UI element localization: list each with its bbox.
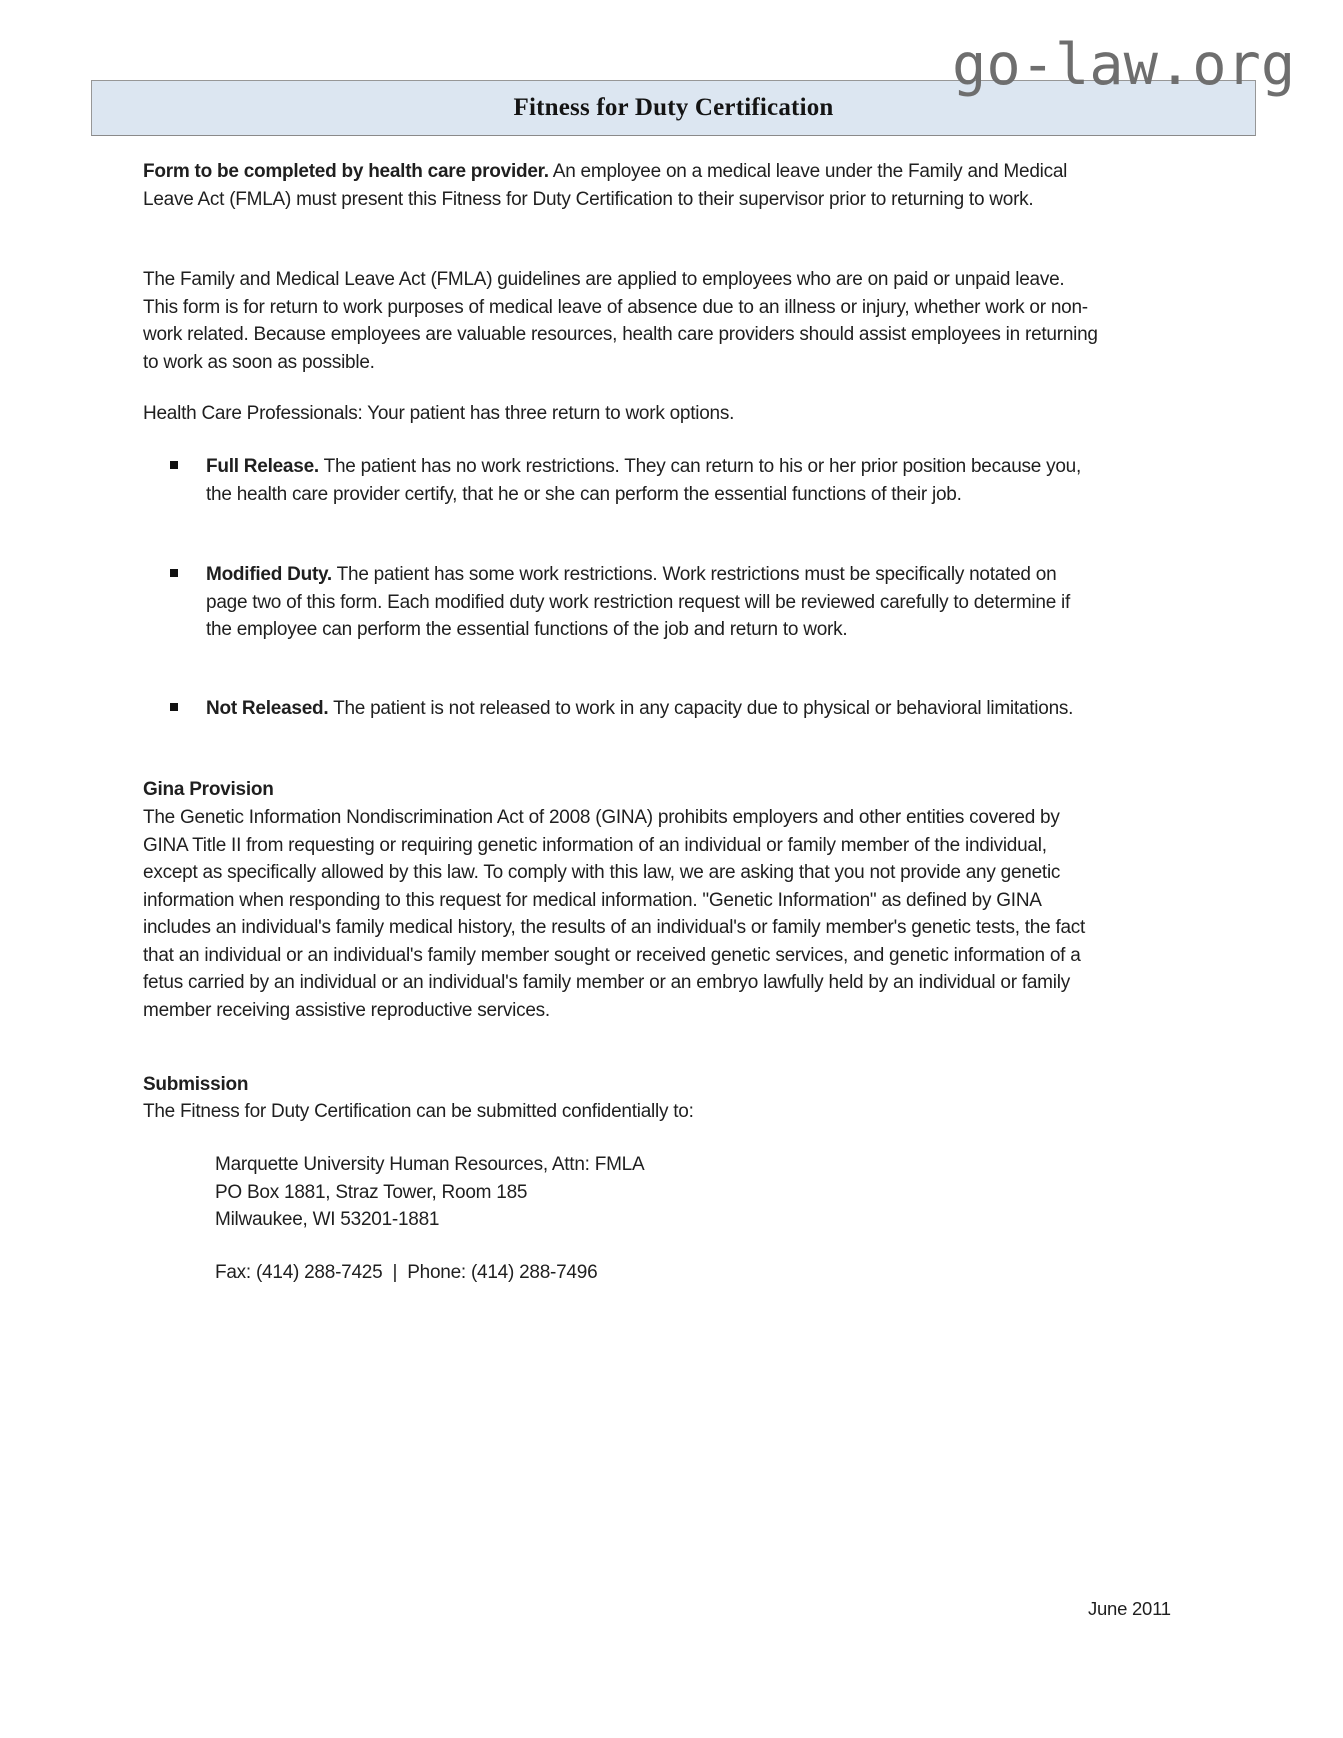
paragraph-hcp-options: Health Care Professionals: Your patient has three return to work options.	[143, 403, 735, 424]
bullet-full-release-label: Full Release.	[206, 456, 319, 477]
square-bullet-icon	[170, 561, 206, 577]
go-law-watermark: go-law.org	[952, 32, 1296, 98]
bullet-not-released-text	[206, 695, 1100, 723]
footer-date: June 2011	[1088, 1598, 1171, 1619]
bullet-not-released	[170, 695, 1100, 723]
contact-line: Fax: (414) 288-7425 | Phone: (414) 288-7496	[215, 1262, 598, 1283]
square-bullet-icon	[170, 453, 206, 469]
bullet-modified-duty-text	[206, 561, 1100, 644]
address-block	[215, 1151, 644, 1234]
bullet-modified-duty-body: The patient has some work restrictions. Work restrictions must be specifically notated on page two of this form. Each modified duty work restriction request will be reviewed carefully to determine if the employee can perform the essential functions of the job and return to work.	[206, 564, 1071, 640]
bullet-full-release	[170, 453, 1100, 508]
address-line-org: Marquette University Human Resources, Attn: FMLA	[215, 1154, 645, 1175]
bullet-full-release-body: The patient has no work restrictions. They can return to his or her prior position because you, the health care provider certify, that he or she can perform the essential functions of their job.	[206, 456, 1082, 505]
address-line-city: Milwaukee, WI 53201-1881	[215, 1209, 440, 1230]
intro-lead-bold: Form to be completed by health care provider.	[143, 161, 549, 182]
square-bullet-icon	[170, 695, 206, 711]
paragraph-fmla-guidelines: The Family and Medical Leave Act (FMLA) guidelines are applied to employees who are on paid or unpaid leave. This form is for return to work purposes of medical leave of absence due to an illness or injury, whether work or non-work related. Because employees are valuable resources, health care providers should assist employees in returning to work as soon as possible.	[143, 269, 1098, 373]
gina-provision-body: The Genetic Information Nondiscrimination Act of 2008 (GINA) prohibits employers and other entities covered by GINA Title II from requesting or requiring genetic information of an individual or family member of the individual, except as specifically allowed by this law. To comply with this law, we are asking that you not provide any genetic information when responding to this request for medical information. "Genetic Information" as defined by GINA includes an individual's family medical history, the results of an individual's or family member's genetic tests, the fact that an individual or an individual's family member sought or received genetic services, and genetic information of a fetus carried by an individual or an individual's family member or an embryo lawfully held by an individual or family member receiving assistive reproductive services.	[143, 807, 1086, 1021]
submission-heading: Submission	[143, 1074, 249, 1095]
intro-lead-rest: An employee on a medical leave under the Family and Medical Leave Act (FMLA) must present this Fitness for Duty Certification to their supervisor prior to returning to work.	[143, 161, 1068, 210]
submission-intro: The Fitness for Duty Certification can be submitted confidentially to:	[143, 1101, 694, 1122]
bullet-not-released-label: Not Released.	[206, 698, 329, 719]
page-title: Fitness for Duty Certification	[513, 94, 834, 121]
bullet-modified-duty	[170, 561, 1100, 644]
bullet-full-release-text	[206, 453, 1100, 508]
paragraph-intro	[143, 158, 1101, 213]
bullet-modified-duty-label: Modified Duty.	[206, 564, 332, 585]
bullet-not-released-body: The patient is not released to work in any capacity due to physical or behavioral limitations.	[328, 698, 1074, 719]
gina-provision-heading: Gina Provision	[143, 779, 274, 800]
address-line-street: PO Box 1881, Straz Tower, Room 185	[215, 1181, 528, 1203]
